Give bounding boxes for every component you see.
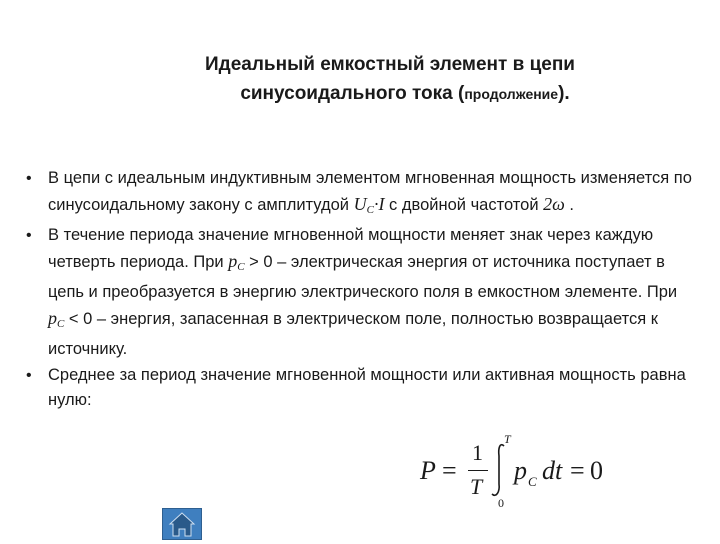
amplitude-i: ·I <box>373 193 385 214</box>
title-line-1: Идеальный емкостный элемент в цепи <box>205 54 575 75</box>
title-line-2 <box>0 79 720 109</box>
formula-denominator: T <box>470 474 483 499</box>
bullet-item-3 <box>0 363 720 414</box>
bullet-1-text-b: с двойной частотой <box>384 195 544 214</box>
amplitude-u: U <box>353 193 367 214</box>
integral-lower-limit: 0 <box>498 496 504 510</box>
bullet-2-text-a: В течение периода значение мгновенной мощности меняет знак через каждую четверть периода. При <box>48 226 654 271</box>
bullet-marker: • <box>26 170 32 187</box>
formula-dt: dt <box>542 456 563 485</box>
title-line-2-end: ). <box>558 83 570 104</box>
integrand-p: p <box>514 456 527 485</box>
integrand-sub: C <box>528 474 537 489</box>
amplitude-u-sub: C <box>366 203 374 216</box>
power-p-1: p <box>228 250 238 271</box>
amplitude-symbol <box>354 194 385 214</box>
integral-upper-limit: T <box>504 432 511 446</box>
power-p-2-sub: C <box>57 317 65 330</box>
title-line-2-main: синусоидального тока ( <box>240 83 465 104</box>
power-p-1-sub: C <box>237 260 245 273</box>
bullet-item-1 <box>0 166 720 223</box>
title-line-2-small: продолжение <box>464 86 559 102</box>
formula-rhs: 0 <box>590 456 603 485</box>
formula-equals-1: = <box>442 456 457 485</box>
bullet-1-text-c: . <box>564 195 575 214</box>
bullet-item-2 <box>0 223 720 363</box>
integral-sign-icon <box>488 442 510 498</box>
average-power-formula <box>420 434 620 514</box>
formula-numerator: 1 <box>472 440 483 465</box>
power-p-2: p <box>48 307 57 328</box>
power-symbol-1 <box>228 251 244 271</box>
formula-lhs: P <box>420 456 436 485</box>
power-symbol-2 <box>48 308 64 328</box>
bullet-1-text-a: В цепи с идеальным индуктивным элементом мгновенная мощность изменяется по синусоидальному закону с амплитудой <box>48 169 692 214</box>
slide-title <box>0 50 720 109</box>
bullet-2-text-b: > 0 – электрическая энергия от источника поступает в цепь и преобразуется в энергию электрического поля в емкостном элементе. При <box>48 252 678 301</box>
bullet-2-text-c: < 0 – энергия, запасенная в электрическом поле, полностью возвращается к источнику. <box>48 309 658 358</box>
bullet-3-text: Среднее за период значение мгновенной мощности или активная мощность равна нулю: <box>48 365 686 409</box>
fraction-bar <box>468 470 488 471</box>
formula-equals-2: = <box>570 456 585 485</box>
home-button[interactable] <box>162 508 202 540</box>
bullet-marker: • <box>26 366 32 384</box>
double-frequency-symbol: 2ω <box>543 193 565 214</box>
bullet-marker: • <box>26 227 32 244</box>
home-icon <box>163 509 201 539</box>
bullet-list <box>0 166 720 414</box>
